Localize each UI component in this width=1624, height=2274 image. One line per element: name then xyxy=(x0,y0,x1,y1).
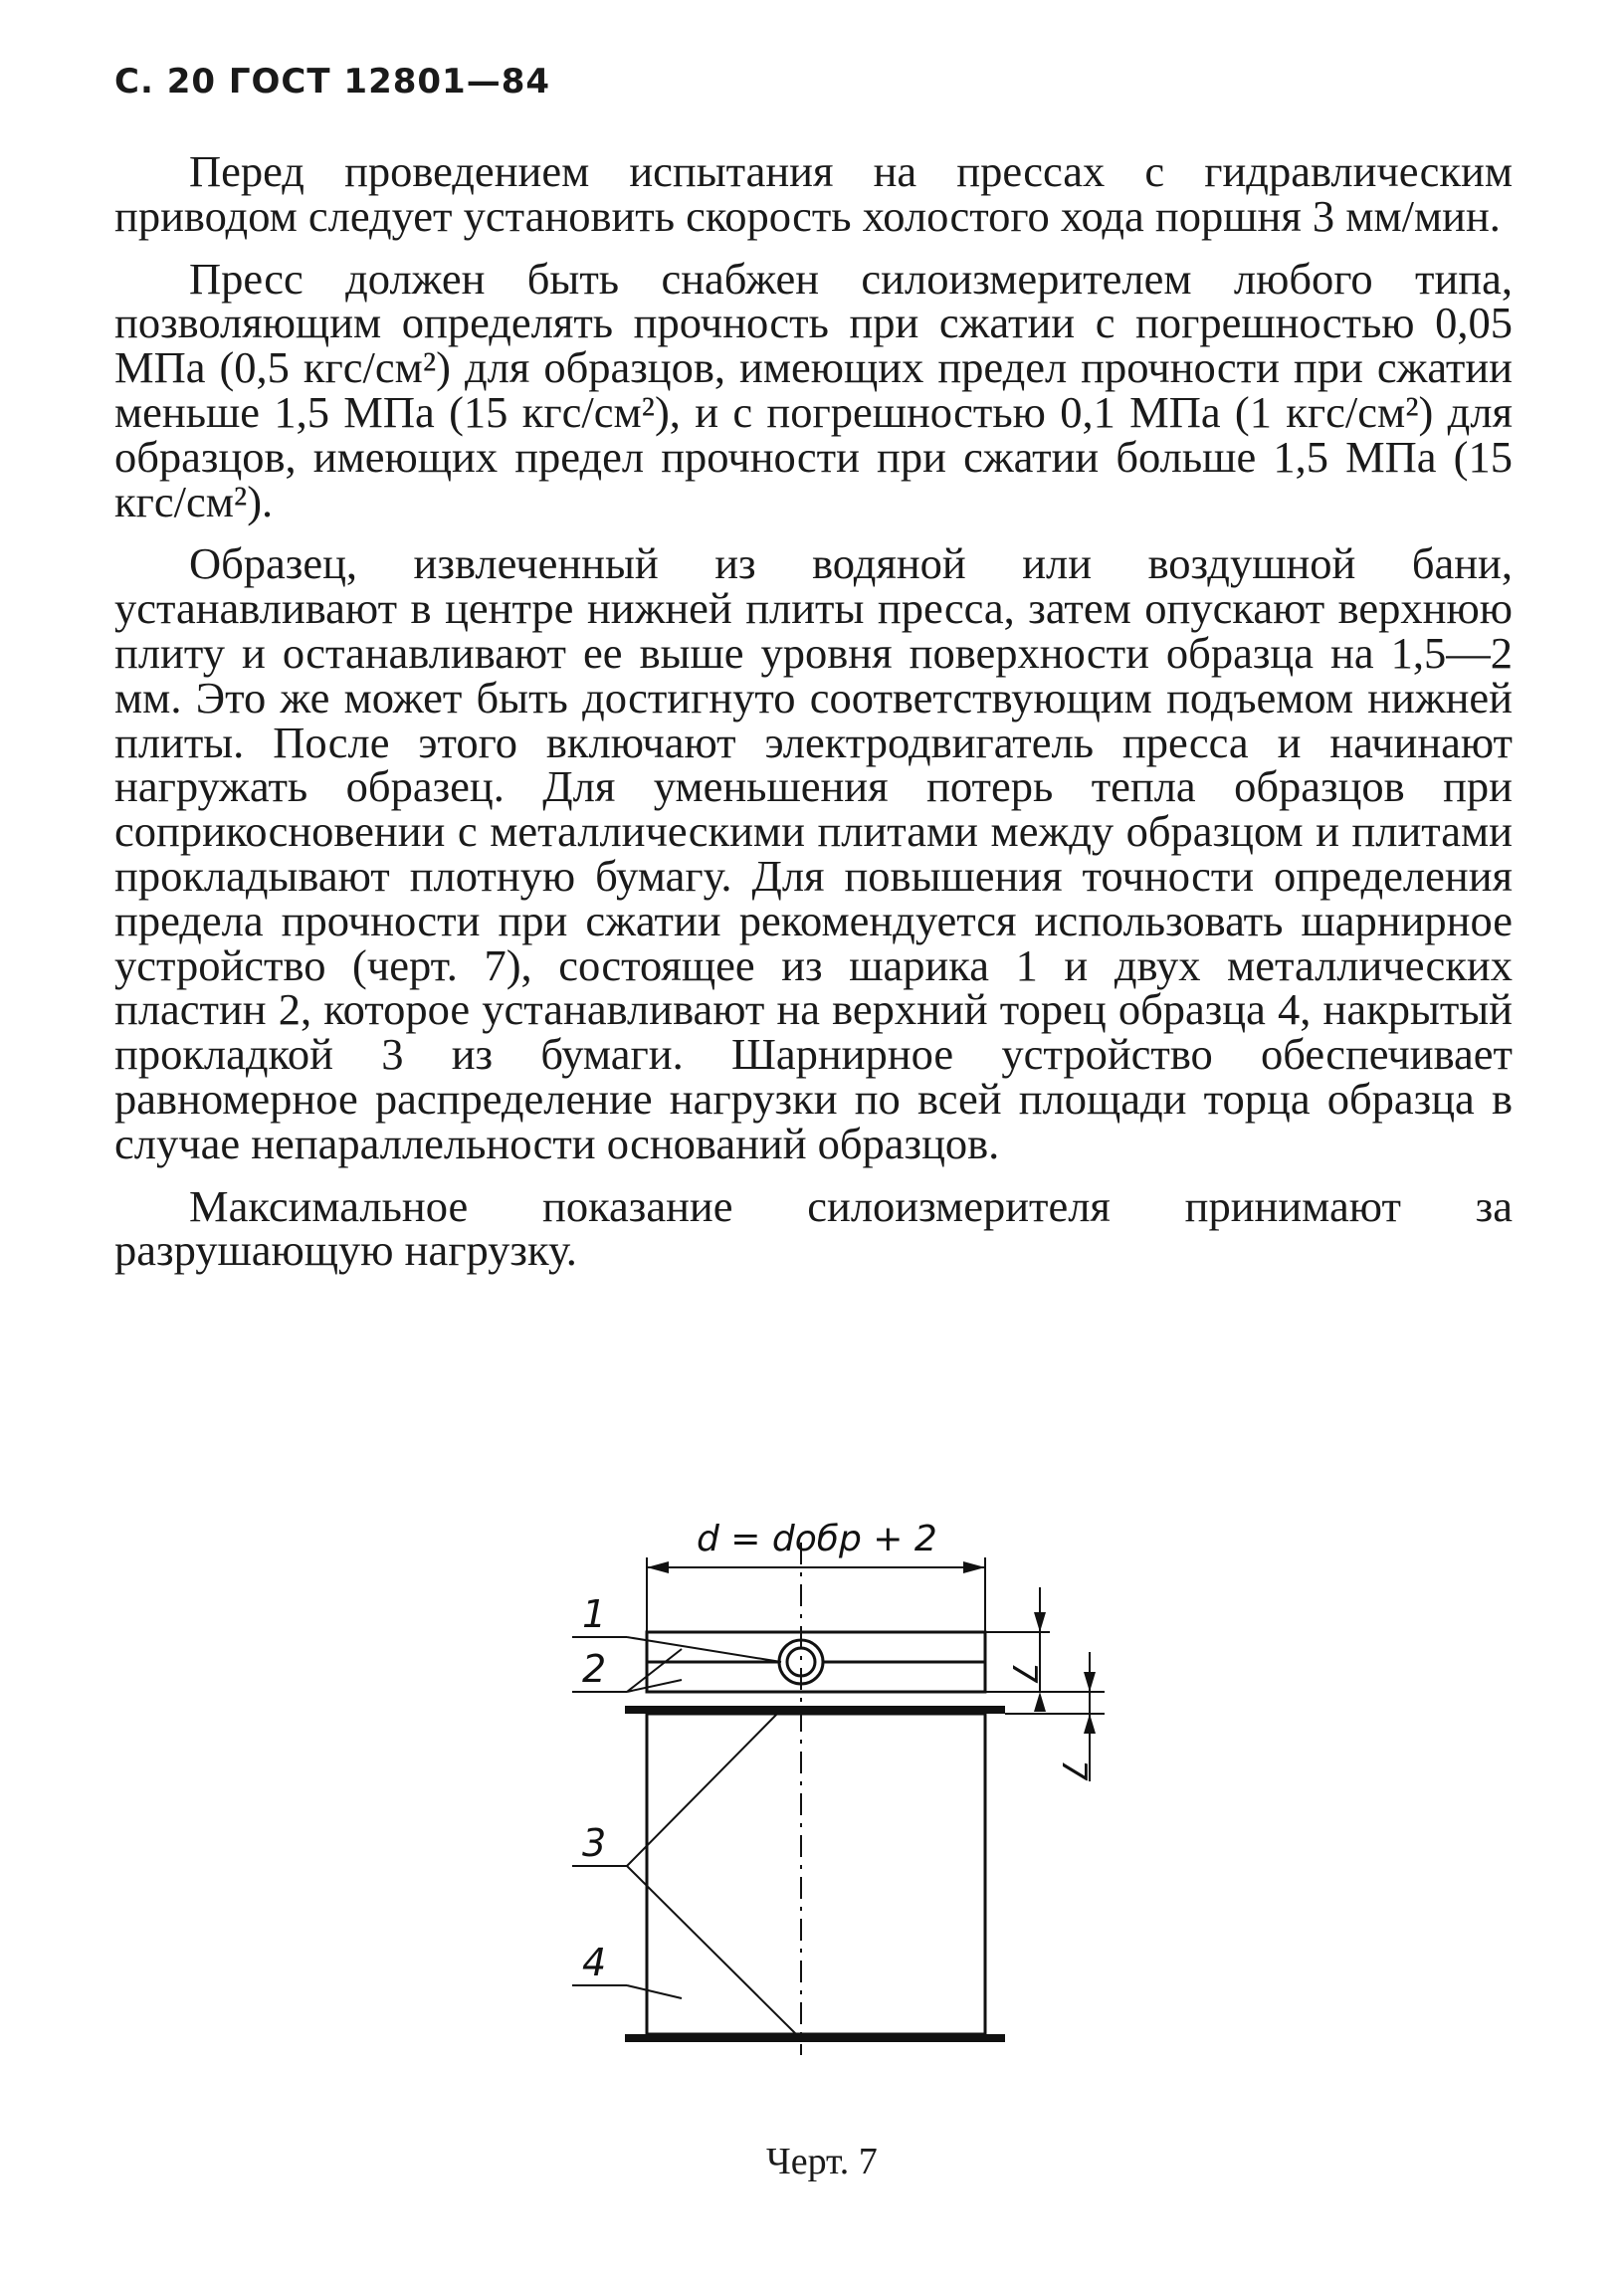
dim-arrow-left xyxy=(647,1561,669,1573)
callout-1: 1 xyxy=(582,1592,607,1636)
dim-right-label-1: 7 xyxy=(1004,1662,1044,1684)
callout-2: 2 xyxy=(582,1647,607,1691)
body-text xyxy=(114,146,1513,1291)
hinge-device-drawing xyxy=(557,1513,1115,2130)
callout-4-leader xyxy=(627,1985,682,1998)
dim-arrow-right-2b xyxy=(1084,1714,1096,1734)
dim-arrow-right xyxy=(963,1561,985,1573)
figure-7 xyxy=(557,1513,1115,2135)
paper-pad-bottom xyxy=(625,2034,1005,2042)
dim-arrow-right-1b xyxy=(1034,1692,1046,1712)
dimension-label: d = dобр + 2 xyxy=(697,1519,937,1559)
figure-caption: Черт. 7 xyxy=(766,2141,878,2182)
callout-3: 3 xyxy=(582,1821,607,1865)
callout-3-leader-a xyxy=(627,1710,781,1866)
page-header: С. 20 ГОСТ 12801—84 xyxy=(114,62,551,102)
callout-1-leader xyxy=(627,1637,781,1662)
specimen xyxy=(647,1714,985,2034)
dim-arrow-right-2a xyxy=(1084,1672,1096,1692)
paragraph-4: Максимальное показание силоизмерителя принимают за разрушающую нагрузку. xyxy=(114,1180,1513,1276)
callout-3-leader-b xyxy=(627,1866,796,2034)
dim-right-label-2: 7 xyxy=(1054,1759,1094,1781)
paragraph-3: Образец, извлеченный из водяной или воздушной бани, устанавливают в центре нижней плиты пресса, затем опускают верхнюю плиту и останавливают ее выше уровня поверхности образца на 1,5—2 мм. Это же может быть достигнуто соответствующим подъемом нижней плиты. После этого включают электродвигатель пресса и начинают нагружать образец. Для уменьшения потерь тепла образцов при соприкосновении с металлическими плитами между образцом и плитами прокладывают плотную бумагу. Для повышения точности определения предела прочности при сжатии рекомендуется использовать шарнирное устройство (черт. 7), состоящее из шарика 1 и двух металлических пластин 2, которое устанавливают на верхний торец образца 4, накрытый прокладкой 3 из бумаги. Шарнирное устройство обеспечивает равномерное распределение нагрузки по всей площади торца образца в случае непараллельности оснований образцов. xyxy=(114,538,1513,1168)
paragraph-2: Пресс должен быть снабжен силоизмерителем любого типа, позволяющим определять прочность при сжатии с погрешностью 0,05 МПа (0,5 кгс/см²) для образцов, имеющих предел прочности при сжатии меньше 1,5 МПа (15 кгс/см²), и с погрешностью 0,1 МПа (1 кгс/см²) для образцов, имеющих предел прочности при сжатии больше 1,5 МПа (15 кгс/см²). xyxy=(114,253,1513,526)
paragraph-1: Перед проведением испытания на прессах с гидравлическим приводом следует установить скорость холостого хода поршня 3 мм/мин. xyxy=(114,146,1513,241)
dim-arrow-right-1a xyxy=(1034,1612,1046,1632)
callout-4: 4 xyxy=(582,1941,607,1984)
